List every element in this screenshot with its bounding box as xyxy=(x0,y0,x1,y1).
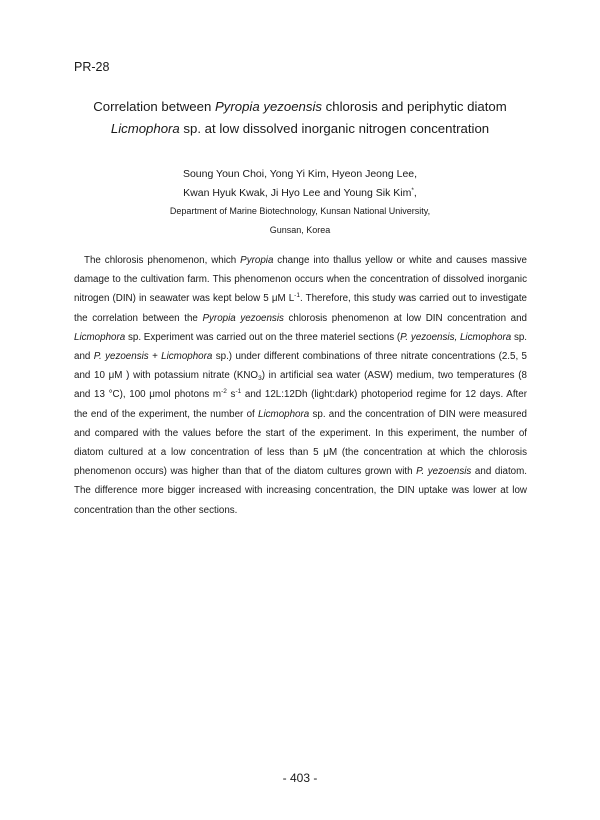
corresponding-author-mark: * xyxy=(411,187,414,194)
authors-line-1: Soung Youn Choi, Yong Yi Kim, Hyeon Jeong Lee, xyxy=(182,168,418,180)
paper-title xyxy=(60,96,540,140)
abstract-text: and 12L:12Dh (light:dark) photoperiod regime for 12 days. After the end of the experiment, the number of xyxy=(74,389,527,420)
affiliation xyxy=(100,202,500,240)
abstract-text: sp. Experiment was carried out on the three materiel sections ( xyxy=(125,331,401,343)
authors-line-2-end: , xyxy=(413,187,417,199)
author-list xyxy=(100,165,500,203)
abstract-text: and diatom. The difference more bigger increased with increasing concentration, the DIN uptake was lower at low concentration than the other sections. xyxy=(74,466,527,516)
abstract-italic: P. yezoensis, Licmophora xyxy=(400,331,512,343)
abstract-text: sp. and the concentration of DIN were measured and compared with the values before the start of the experiment. In this experiment, the number of diatom cultured at a low concentration of less than 5 μM (the concentration at which the chlorosis phenomenon occurs) was higher than that of the diatom cultures grown with xyxy=(74,408,527,478)
abstract-italic: Pyropia yezoensis xyxy=(202,312,284,324)
page-number: - 403 - xyxy=(282,771,318,785)
title-text: chlorosis and periphytic diatom xyxy=(322,99,507,114)
title-text: sp. at low dissolved inorganic nitrogen concentration xyxy=(179,121,490,136)
session-code: PR-28 xyxy=(74,60,110,74)
abstract-text: s xyxy=(226,389,236,401)
abstract-italic: Licmophora xyxy=(74,331,126,343)
abstract-superscript: -2 xyxy=(221,388,227,396)
authors-line-2: Kwan Hyuk Kwak, Ji Hyo Lee and Young Sik Kim xyxy=(183,187,412,199)
abstract-italic: P. yezoensis + Licmophora xyxy=(93,351,213,363)
title-species: Pyropia yezoensis xyxy=(214,99,322,114)
abstract-text: chlorosis phenomenon at low DIN concentration and xyxy=(283,312,527,324)
abstract-text: sp. and xyxy=(74,331,528,363)
affiliation-line-2: Gunsan, Korea xyxy=(269,225,331,235)
abstract-text: change into thallus yellow or white and causes massive damage to the cultivation farm. This phenomenon occurs when the concentration of dissolved inorganic nitrogen (DIN) in seawater was kept below 5 μM L xyxy=(74,255,527,305)
affiliation-line-1: Department of Marine Biotechnology, Kunsan National University, xyxy=(169,206,431,216)
abstract-subscript: 3 xyxy=(258,375,262,383)
abstract-text: . Therefore, this study was carried out to investigate the correlation between the xyxy=(74,293,528,324)
abstract-paragraph xyxy=(74,251,527,520)
title-genus: Licmophora xyxy=(110,121,180,136)
abstract-superscript: -1 xyxy=(235,388,242,396)
abstract-text: sp.) under different combinations of three nitrate concentrations (2.5, 5 and 10 μM ) with potassium nitrate (KNO xyxy=(74,351,527,382)
abstract-superscript: -1 xyxy=(294,292,300,300)
abstract-text: The chlorosis phenomenon, which xyxy=(84,255,241,266)
abstract-italic: P. yezoensis xyxy=(416,466,472,478)
title-text: Correlation between xyxy=(93,99,215,114)
abstract-italic: Pyropia xyxy=(240,255,274,266)
abstract-italic: Licmophora xyxy=(258,408,310,420)
abstract-text: ) in artificial sea water (ASW) medium, two temperatures (8 and 13 °C), 100 μmol photons m xyxy=(74,370,527,401)
